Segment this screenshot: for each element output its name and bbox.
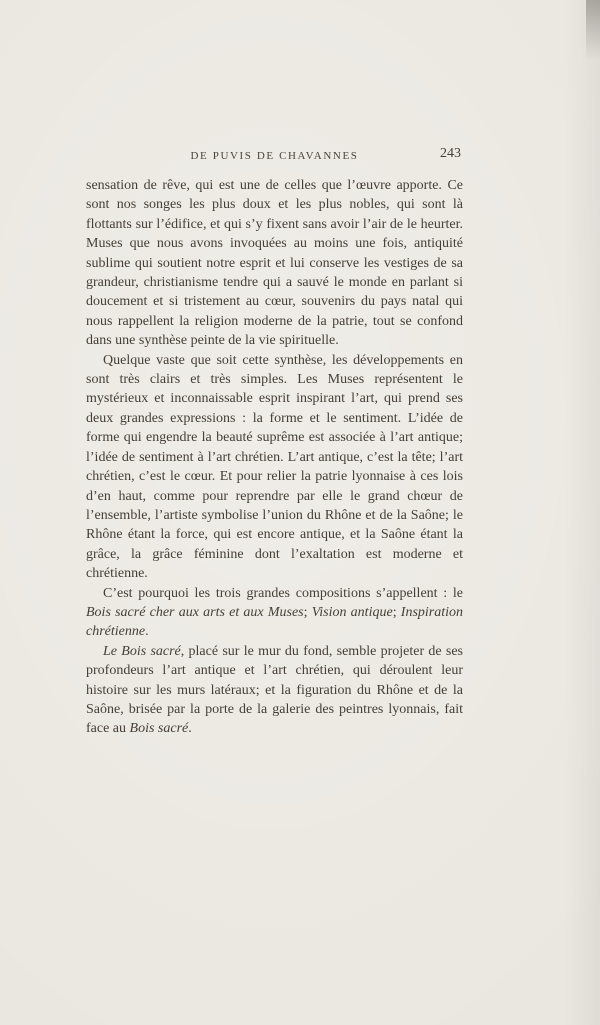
italic-text-run: Le Bois sacré <box>103 643 181 659</box>
paragraph <box>86 584 463 642</box>
page-body <box>86 176 463 739</box>
text-run: , placé sur le mur du fond, semble projeter de ses profondeurs l’art antique et l’art chrétien, qui déroulent leur histoire sur les murs latéraux; et la figuration du Rhône et de la Saône, brisée par la porte de la galerie des peintres lyonnais, fait face au <box>86 643 463 737</box>
paragraph <box>86 642 463 739</box>
text-run: Quelque vaste que soit cette synthèse, les développements en sont très clairs et très simples. Les Muses représentent le mystérieux et inconnaissable esprit inspirant l’art, qui prend ses deux grandes expressions : la forme et le sentiment. L’idée de forme qui engendre la beauté suprême est associée à l’art antique; l’idée de sentiment à l’art chrétien. L’art antique, c’est la tête; l’art chrétien, c’est le cœur. Et pour relier la patrie lyonnaise à ces lois d’en haut, comme pour reprendre par elle le grand chœur de l’ensemble, l’artiste symbolise l’union du Rhône et de la Saône; le Rhône étant la force, qui est encore antique, et la Saône étant la grâce, la grâce féminine dont l’exaltation est moderne et chrétienne. <box>86 352 463 582</box>
text-run: sensation de rêve, qui est une de celles que l’œuvre apporte. Ce sont nos songes les plus doux et les plus nobles, qui sont là flottants sur l’édifice, et qui s’y fixent sans avoir l’air de le heurter. Muses que nous avons invoquées au moins une fois, antiquité sublime qui soutient notre esprit et lui conserve les vestiges de sa grandeur, christianisme tendre qui a sauvé le monde en parlant si doucement et si tristement au cœur, souvenirs du pays natal qui nous rappellent la religion moderne de la patrie, tout se confond dans une synthèse peinte de la vie spirituelle. <box>86 178 463 349</box>
italic-text-run: Bois sacré <box>129 721 189 737</box>
text-run: ; <box>392 604 401 620</box>
paragraph <box>86 176 463 351</box>
text-run: . <box>188 721 192 737</box>
scan-edge-artifact <box>586 0 600 70</box>
text-block <box>86 146 463 739</box>
page-header <box>86 146 463 170</box>
paragraph <box>86 351 463 584</box>
italic-text-run: Vision antique <box>311 604 393 620</box>
text-run: ; <box>303 604 312 620</box>
italic-text-run: Bois sacré cher aux arts et aux Muses <box>86 604 304 620</box>
text-run: . <box>145 624 149 640</box>
italic-text-run: Inspiration chrétienne <box>86 604 464 640</box>
page-number: 243 <box>440 146 461 161</box>
running-title: DE PUVIS DE CHAVANNES <box>190 150 359 162</box>
text-run: C’est pourquoi les trois grandes compositions s’appellent : le <box>103 585 463 601</box>
